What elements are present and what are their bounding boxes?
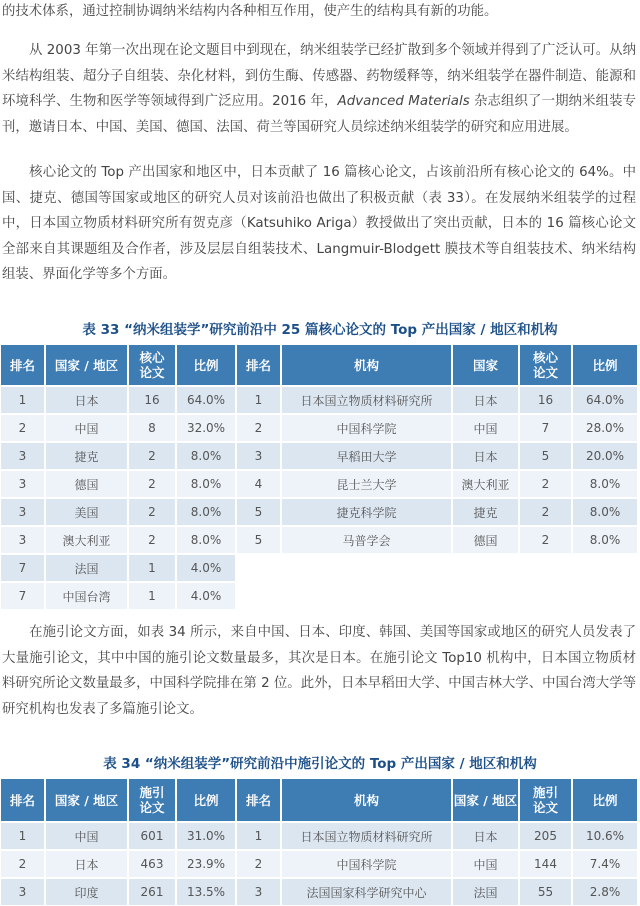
table-cell: 捷克 (453, 497, 520, 525)
table-cell: 1 (237, 821, 282, 849)
table-cell: 2 (237, 849, 282, 877)
paragraph-citing-papers (2, 620, 636, 722)
table-row (237, 849, 637, 877)
paragraph-text: 核心论文的 Top 产出国家和地区中，日本贡献了 16 篇核心论文，占该前沿所有核心论文的 64%。中国、捷克、德国等国家或地区的研究人员对该前沿也做出了积极贡献（表 33）。在发展纳米组装学的过程中，日本国立物质材料研究所有贺克彦（Katsuhiko Ariga）教授做出了突出贡献，日本的 16 篇核心论文全部来自其课题组及合作者，涉及层层自组装技术、Langmuir-Blodgett 膜技术等自组装技术、纳米结构组装、界面化学等多个方面。 (2, 165, 636, 282)
table-row (1, 525, 235, 553)
table-cell: 5 (520, 441, 573, 469)
table-cell: 1 (237, 385, 282, 413)
table-row (1, 553, 235, 581)
header-ratio: 比例 (573, 345, 637, 385)
table-cell: 55 (520, 877, 573, 905)
header-ratio: 比例 (573, 779, 637, 821)
table-cell: 64.0% (573, 385, 637, 413)
table-row (237, 469, 637, 497)
table34-institution-table (237, 779, 637, 905)
table34-country-table (1, 779, 235, 905)
header-ratio: 比例 (177, 345, 235, 385)
table-cell: 马普学会 (282, 525, 453, 553)
table-cell: 1 (1, 821, 46, 849)
header-citing-papers: 施引论文 (129, 779, 177, 821)
table-cell: 中国 (46, 821, 129, 849)
header-country: 国家 (453, 345, 520, 385)
table-cell: 7 (520, 413, 573, 441)
table-row (1, 821, 235, 849)
table-cell: 2 (237, 413, 282, 441)
table-cell: 8.0% (573, 525, 637, 553)
table33-caption: 表 33 “纳米组装学”研究前沿中 25 篇核心论文的 Top 产出国家 / 地区和机构 (82, 322, 558, 338)
header-rank: 排名 (237, 345, 282, 385)
table-cell: 8.0% (177, 525, 235, 553)
paragraph-core-papers (2, 160, 636, 288)
table-cell: 463 (129, 849, 177, 877)
table-row (1, 441, 235, 469)
table-cell: 261 (129, 877, 177, 905)
header-ratio: 比例 (177, 779, 235, 821)
table-cell: 5 (237, 497, 282, 525)
table-cell: 3 (1, 525, 46, 553)
header-rank: 排名 (1, 345, 46, 385)
table-cell: 3 (1, 441, 46, 469)
table-cell: 2 (129, 469, 177, 497)
table-cell: 28.0% (573, 413, 637, 441)
header-citing-papers: 施引论文 (520, 779, 573, 821)
table-cell: 澳大利亚 (46, 525, 129, 553)
paragraph-text: 从 2003 年第一次出现在论文题目中到现在，纳米组装学已经扩散到多个领域并得到了广泛认可。从纳米结构组装、超分子自组装、杂化材料，到仿生酶、传感器、药物缓释等，纳米组装学在器件制造、能源和环境科学、生物和医学等领域得到广泛应用。2016 年， (2, 43, 636, 109)
table-cell: 1 (1, 385, 46, 413)
table-cell: 中国科学院 (282, 413, 453, 441)
table-cell: 中国台湾 (46, 581, 129, 609)
journal-name: Advanced Materials (337, 94, 470, 109)
table-cell: 32.0% (177, 413, 235, 441)
table-row (1, 413, 235, 441)
table-cell: 16 (520, 385, 573, 413)
header-rank: 排名 (1, 779, 46, 821)
table-cell: 日本 (46, 849, 129, 877)
table-cell: 4 (237, 469, 282, 497)
paragraph-history (2, 38, 636, 140)
table-cell: 8 (129, 413, 177, 441)
table-cell: 昆士兰大学 (282, 469, 453, 497)
table-row (237, 877, 637, 905)
table-cell: 64.0% (177, 385, 235, 413)
table-cell: 7.4% (573, 849, 637, 877)
table-cell: 8.0% (177, 469, 235, 497)
paragraph-intro-tail (2, 0, 636, 25)
table34-caption: 表 34 “纳米组装学”研究前沿中施引论文的 Top 产出国家 / 地区和机构 (103, 756, 537, 772)
table-cell: 2 (1, 849, 46, 877)
table-cell: 4.0% (177, 581, 235, 609)
table-cell: 法国 (46, 553, 129, 581)
table-cell: 美国 (46, 497, 129, 525)
table-cell: 3 (1, 497, 46, 525)
paragraph-text: 在施引论文方面，如表 34 所示，来自中国、日本、印度、韩国、美国等国家或地区的研究人员发表了大量施引论文，其中中国的施引论文数量最多，其次是日本。在施引论文 Top10 机构中，日本国立物质材料研究所论文数量最多，中国科学院排在第 2 位。此外，日本早稻田大学、中国吉林大学、中国台湾大学等研究机构也发表了多篇施引论文。 (2, 625, 636, 717)
table-cell: 德国 (453, 525, 520, 553)
table-row (1, 497, 235, 525)
table-cell: 3 (237, 877, 282, 905)
table-cell: 7 (1, 581, 46, 609)
table-row (237, 385, 637, 413)
table-cell: 3 (237, 441, 282, 469)
table-cell: 3 (1, 877, 46, 905)
table-cell: 1 (129, 581, 177, 609)
table-cell: 印度 (46, 877, 129, 905)
table-cell: 2 (520, 497, 573, 525)
table-row (1, 877, 235, 905)
table-cell: 日本 (453, 441, 520, 469)
table-cell: 205 (520, 821, 573, 849)
table-cell: 13.5% (177, 877, 235, 905)
table-row (237, 413, 637, 441)
table-cell: 2 (520, 525, 573, 553)
table-cell: 早稻田大学 (282, 441, 453, 469)
table-cell: 2 (129, 525, 177, 553)
table33-institution-table (237, 345, 637, 553)
table-cell: 日本 (46, 385, 129, 413)
table-row (1, 385, 235, 413)
table-cell: 捷克 (46, 441, 129, 469)
table-cell: 4.0% (177, 553, 235, 581)
table-cell: 中国 (46, 413, 129, 441)
table-cell: 31.0% (177, 821, 235, 849)
table-cell: 2 (1, 413, 46, 441)
table-cell: 澳大利亚 (453, 469, 520, 497)
table-cell: 8.0% (177, 497, 235, 525)
table-cell: 5 (237, 525, 282, 553)
table-cell: 16 (129, 385, 177, 413)
table-row (237, 441, 637, 469)
table-cell: 法国国家科学研究中心 (282, 877, 453, 905)
table-cell: 10.6% (573, 821, 637, 849)
table-row (1, 469, 235, 497)
table-cell: 德国 (46, 469, 129, 497)
paragraph-text: 的技术体系，通过控制协调纳米结构内各种相互作用，使产生的结构具有新的功能。 (2, 4, 498, 19)
table-cell: 日本国立物质材料研究所 (282, 385, 453, 413)
header-country: 国家 / 地区 (46, 345, 129, 385)
table-cell: 23.9% (177, 849, 235, 877)
table-cell: 日本国立物质材料研究所 (282, 821, 453, 849)
table-cell: 2 (129, 497, 177, 525)
table-cell: 日本 (453, 821, 520, 849)
table-cell: 中国 (453, 849, 520, 877)
table-cell: 2 (520, 469, 573, 497)
table-cell: 8.0% (177, 441, 235, 469)
table-cell: 中国 (453, 413, 520, 441)
table-row (237, 821, 637, 849)
table-cell: 2.8% (573, 877, 637, 905)
table-cell: 7 (1, 553, 46, 581)
table-cell: 2 (129, 441, 177, 469)
table-cell: 20.0% (573, 441, 637, 469)
table-cell: 3 (1, 469, 46, 497)
table-cell: 144 (520, 849, 573, 877)
table-row (237, 497, 637, 525)
table-cell: 法国 (453, 877, 520, 905)
table-cell: 捷克科学院 (282, 497, 453, 525)
header-institution: 机构 (282, 345, 453, 385)
header-institution: 机构 (282, 779, 453, 821)
table-row (1, 581, 235, 609)
table-cell: 中国科学院 (282, 849, 453, 877)
table-cell: 1 (129, 553, 177, 581)
paragraph-text: 杂志组织了一期纳米组装专刊，邀请日本、中国、美国、德国、法国、荷兰等国研究人员综述纳米组装学的研究和应用进展。 (2, 94, 636, 135)
table-row (1, 849, 235, 877)
table-cell: 8.0% (573, 469, 637, 497)
header-core-papers: 核心论文 (520, 345, 573, 385)
header-country: 国家 / 地区 (453, 779, 520, 821)
header-rank: 排名 (237, 779, 282, 821)
table33-country-table (1, 345, 235, 609)
header-country: 国家 / 地区 (46, 779, 129, 821)
table-row (237, 525, 637, 553)
header-core-papers: 核心论文 (129, 345, 177, 385)
table-cell: 8.0% (573, 497, 637, 525)
table-cell: 日本 (453, 385, 520, 413)
table-cell: 601 (129, 821, 177, 849)
